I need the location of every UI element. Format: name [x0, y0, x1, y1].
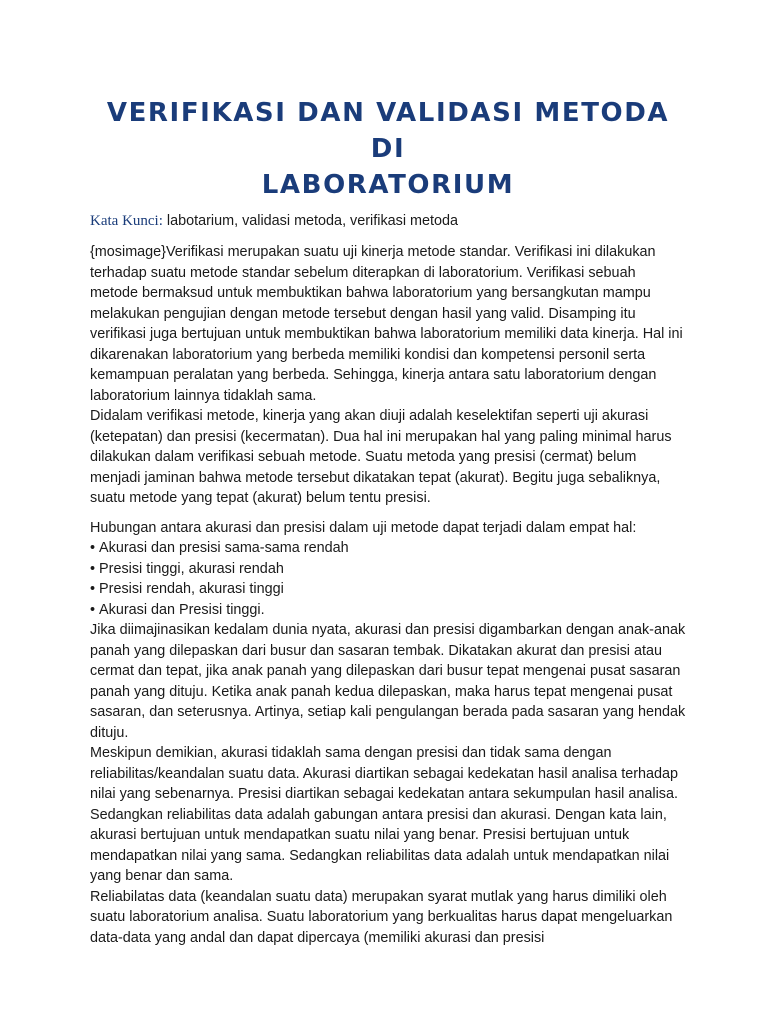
paragraph-gap	[90, 509, 686, 518]
document-page	[90, 95, 686, 948]
paragraph-2: Didalam verifikasi metode, kinerja yang akan diuji adalah keselektifan seperti uji akurasi (ketepatan) dan presisi (kecermatan). Dua hal ini merupakan hal yang paling minimal harus dilakukan dalam verifikasi sebuah metode. Suatu metoda yang presisi (cermat) belum menjadi jaminan bahwa metode tersebut dikatakan tepat (akurat). Begitu juga sebaliknya, suatu metode yang tepat (akurat) belum tentu presisi.	[90, 408, 672, 506]
keywords-label: Kata Kunci:	[90, 213, 163, 229]
title-line-2: LABORATORIUM	[261, 170, 515, 200]
list-item: • Presisi tinggi, akurasi rendah	[90, 559, 686, 580]
keywords-line	[90, 211, 686, 231]
paragraph-3: Hubungan antara akurasi dan presisi dalam uji metode dapat terjadi dalam empat hal:	[90, 519, 637, 536]
paragraph-4: Jika diimajinasikan kedalam dunia nyata, akurasi dan presisi digambarkan dengan anak-anak panah yang dilepaskan dari busur dan sasaran tembak. Dikatakan akurat dan presisi atau cermat dan tepat, jika anak panah yang dilepaskan dari busur tepat mengenai pusat sasaran panah yang dituju. Ketika anak panah kedua dilepaskan, maka harus tepat mengenai pusat sasaran, dan seterusnya. Artinya, setiap kali pengulangan berada pada sasaran yang hendak dituju.	[90, 622, 686, 741]
document-title	[90, 95, 686, 203]
list-item: • Akurasi dan presisi sama-sama rendah	[90, 538, 686, 559]
paragraph-1: {mosimage}Verifikasi merupakan suatu uji kinerja metode standar. Verifikasi ini dilakukan terhadap suatu metode standar sebelum diterapkan di laboratorium. Verifikasi sebuah metode bermaksud untuk membuktikan bahwa laboratorium yang bersangkutan mampu melakukan pengujian dengan metode tersebut dengan hasil yang valid. Disamping itu verifikasi juga bertujuan untuk membuktikan bahwa laboratorium memiliki data kinerja. Hal ini dikarenakan laboratorium yang berbeda memiliki kondisi dan kompetensi personil serta kemampuan peralatan yang berbeda. Sehingga, kinerja antara satu laboratorium dengan laboratorium lainnya tidaklah sama.	[90, 244, 683, 404]
list-item: • Presisi rendah, akurasi tinggi	[90, 579, 686, 600]
list-item: • Akurasi dan Presisi tinggi.	[90, 600, 686, 621]
keywords-value: labotarium, validasi metoda, verifikasi metoda	[166, 213, 459, 229]
title-line-1: VERIFIKASI DAN VALIDASI METODA DI	[106, 98, 670, 164]
paragraph-5: Meskipun demikian, akurasi tidaklah sama dengan presisi dan tidak sama dengan reliabilitas/keandalan suatu data. Akurasi diartikan sebagai kedekatan hasil analisa terhadap nilai yang sebenarnya. Presisi diartikan sebagai kedekatan antara sekumpulan hasil analisa. Sedangkan reliabilitas data adalah gabungan antara presisi dan akurasi. Dengan kata lain, akurasi bertujuan untuk mendapatkan suatu nilai yang benar. Presisi bertujuan untuk mendapatkan nilai yang sama. Sedangkan reliabilitas data adalah untuk mendapatkan nilai yang benar dan sama.	[90, 745, 679, 884]
article-body	[90, 242, 686, 948]
relationship-list	[90, 538, 686, 620]
paragraph-6: Reliabilatas data (keandalan suatu data) merupakan syarat mutlak yang harus dimiliki oleh suatu laboratorium analisa. Suatu laboratorium yang berkualitas harus dapat mengeluarkan data-data yang andal dan dapat dipercaya (memiliki akurasi dan presisi	[90, 888, 673, 946]
